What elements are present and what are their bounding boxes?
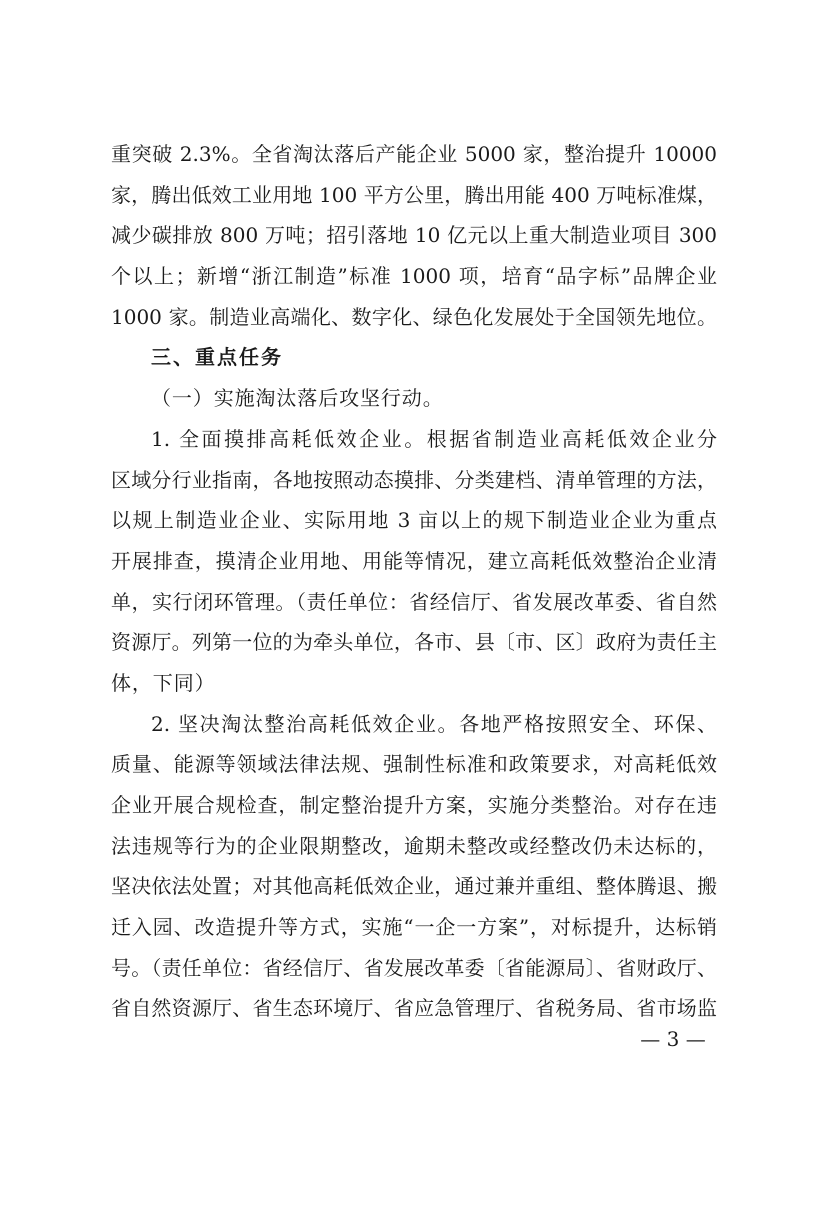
paragraph-line: 1000 家。制造业高端化、数字化、绿色化发展处于全国领先地位。 bbox=[111, 304, 717, 329]
section-heading: 三、重点任务 bbox=[151, 345, 283, 370]
subsection-heading: （一）实施淘汰落后攻坚行动。 bbox=[151, 386, 444, 411]
item-2-line: 质量、能源等领域法律法规、强制性标准和政策要求，对高耗低效 bbox=[111, 752, 717, 777]
item-1-line: 以规上制造业企业、实际用地 3 亩以上的规下制造业企业为重点 bbox=[111, 508, 717, 533]
item-1-line: 资源厅。列第一位的为牵头单位，各市、县〔市、区〕政府为责任主 bbox=[111, 630, 717, 655]
paragraph-line: 重突破 2.3%。全省淘汰落后产能企业 5000 家，整治提升 10000 bbox=[111, 142, 717, 166]
item-1-line: 开展排查，摸清企业用地、用能等情况，建立高耗低效整治企业清 bbox=[111, 548, 717, 573]
item-2-line: 号。（责任单位：省经信厅、省发展改革委〔省能源局〕、省财政厅、 bbox=[111, 955, 717, 980]
paragraph-line: 个以上；新增“浙江制造”标准 1000 项，培育“品字标”品牌企业 bbox=[111, 264, 717, 289]
item-2-line: 企业开展合规检查，制定整治提升方案，实施分类整治。对存在违 bbox=[111, 793, 717, 817]
paragraph-line: 家，腾出低效工业用地 100 平方公里，腾出用能 400 万吨标准煤， bbox=[111, 182, 717, 207]
item-1-line: 单，实行闭环管理。（责任单位：省经信厅、省发展改革委、省自然 bbox=[111, 589, 717, 614]
item-2-line: 迁入园、改造提升等方式，实施“一企一方案”，对标提升，达标销 bbox=[111, 915, 717, 940]
item-1-line: 1. 全面摸排高耗低效企业。根据省制造业高耗低效企业分 bbox=[151, 426, 717, 451]
item-2-line: 2. 坚决淘汰整治高耗低效企业。各地严格按照安全、环保、 bbox=[151, 711, 717, 736]
item-1-line: 区域分行业指南，各地按照动态摸排、分类建档、清单管理的方法， bbox=[111, 467, 717, 492]
item-2-line: 省自然资源厅、省生态环境厅、省应急管理厅、省税务局、省市场监 bbox=[111, 996, 717, 1021]
paragraph-line: 减少碳排放 800 万吨；招引落地 10 亿元以上重大制造业项目 300 bbox=[111, 223, 717, 248]
item-2-line: 法违规等行为的企业限期整改，逾期未整改或经整改仍未达标的， bbox=[111, 833, 717, 858]
page-number: — 3 — bbox=[640, 1027, 706, 1051]
item-1-line: 体，下同） bbox=[111, 670, 216, 695]
item-2-line: 坚决依法处置；对其他高耗低效企业，通过兼并重组、整体腾退、搬 bbox=[111, 874, 717, 899]
body-text bbox=[111, 134, 717, 1029]
